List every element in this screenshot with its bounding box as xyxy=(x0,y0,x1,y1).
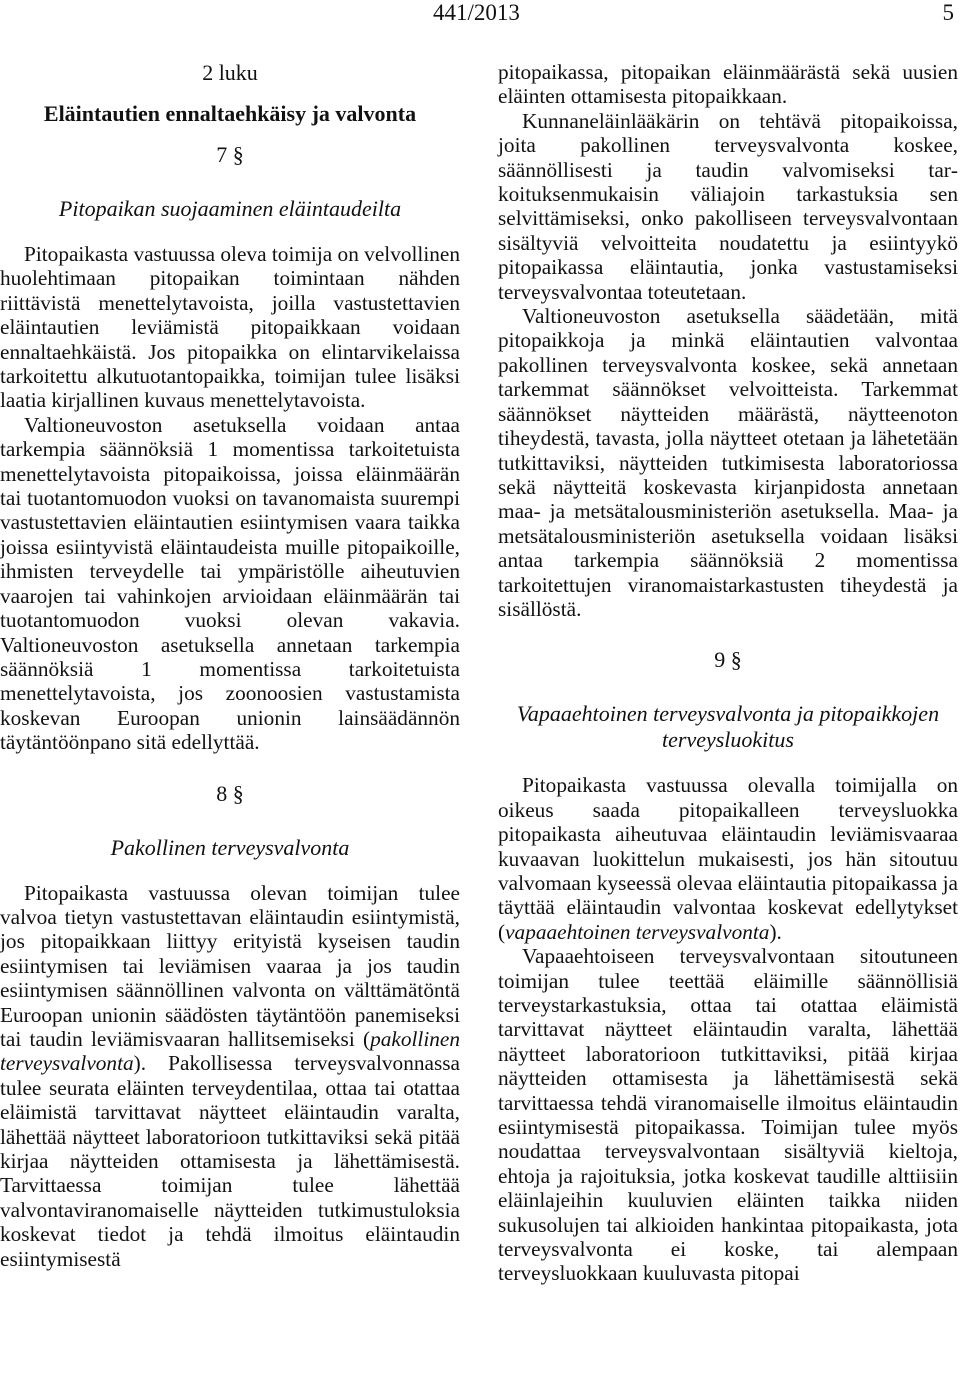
section-8-title: Pakollinen terveysvalvonta xyxy=(110,834,350,860)
section-7-number: 7 § xyxy=(216,142,244,167)
section-9-paragraph-1 xyxy=(498,773,958,944)
section-8-paragraph-2: Kunnaneläinlääkärin on tehtävä pitopaikoissa, joita pakollinen terveysvalvonta koskee, säännöllisesti ja taudin valvomiseksi tarkoituksenmukaisin väliajoin tarkastuksia sen selvittämiseksi, onko pakolliseen terveysvalvontaan sisältyviä velvoitteita noudatettu ja esiintyykö pitopaikassa eläintautia, jonka vastustamiseksi terveysvalvontaa toteutetaan. xyxy=(498,108,958,304)
section-9-paragraph-1-text-b: ). xyxy=(769,919,782,944)
section-9-defined-term: vapaaehtoinen terveysvalvonta xyxy=(505,919,770,944)
page-number: 5 xyxy=(942,0,954,25)
running-header xyxy=(0,0,960,30)
section-8-defined-term: pakollinen terveysvalvonta xyxy=(0,1026,460,1076)
section-9-paragraph-1-text-a: Pitopaikasta vastuussa olevalla toimijalla on oikeus saada pitopaikalleen terveysluokka pitopaikasta aiheutuvaa eläintaudin leviämisvaaraa kuvaavan luokittelun mukaisesti, jos hän sitoutuu valvomaan kyseessä olevaa eläintautia pitopaikassa ja täyttää eläintaudin valvontaa koskevat edellytykset ( xyxy=(498,773,958,944)
chapter-number: 2 luku xyxy=(202,60,258,85)
section-8-paragraph-1-text-b: ). Pakollisessa terveysvalvonnassa tulee seurata eläinten terveydentilaa, ottaa tai otattaa eläimistä tarvittavat näytteet eläintaudin varalta, lähettää näytteet laboratorioon tutkittaviksi sekä pitää kirjaa näytteiden ottamisesta ja lähettämisestä. Tarvittaessa toimijan tulee lähettää valvontaviranomaiselle näytteiden tutkimustuloksia koskevat tiedot ja tehdä ilmoitus eläintaudin esiintymisestä xyxy=(0,1051,460,1271)
section-8-paragraph-1-text-a: Pitopaikasta vastuussa olevan toimijan tulee valvoa tietyn vastustettavan eläintaudin esiintymistä, jos pitopaikkaan liittyy erityistä kyseisen taudin esiintymisen tai leviämisen vaaraa ja jos taudin esiintymisen säännöllinen valvonta on välttämätöntä Euroopan unionin säädösten täytäntöön panemiseksi tai taudin leviämisvaaran hallitsemiseksi ( xyxy=(0,880,460,1051)
section-7-paragraph-1: Pitopaikasta vastuussa oleva toimija on velvollinen huolehtimaan pitopaikan toimintaan nähden riittävistä menettelytavoista, joilla vastustettavien eläintautien leviämistä pitopaikkaan voidaan ennaltaehkäistä. Jos pitopaikka on elintarvikelaissa tarkoitettu alkutuotantopaikka, toimijan tulee lisäksi laatia kirjallinen kuvaus menettelytavoista. xyxy=(0,242,460,413)
section-8-continued-paragraph: pitopaikassa, pitopaikan eläinmäärästä sekä uusien eläinten ottamisesta pitopaikkaan. xyxy=(498,60,958,109)
section-8-paragraph-3: Valtioneuvoston asetuksella säädetään, mitä pitopaikkoja ja minkä eläintautien valvontaa pakollinen terveysvalvonta koskee, sekä annetaan tarkemmat säännökset velvoitteista. Tarkemmat säännökset näytteiden määrästä, näytteenoton tiheydestä, tavasta, jolla näytteet otetaan ja lähetetään tutkittaviksi, näytteiden tutkimisesta laboratoriossa sekä näytteitä koskevasta kirjanpidosta annetaan maa- ja metsätalousministeriön asetuksella. Maa- ja metsätalousministeriön asetuksella voidaan lisäksi antaa tarkempia säännöksiä 2 momentissa tarkoitettujen viranomaistarkastusten tiheydestä ja sisällöstä. xyxy=(498,304,958,621)
chapter-title: Eläintautien ennaltaehkäisy ja valvonta xyxy=(43,101,417,126)
section-9-title: Vapaaehtoinen terveysvalvonta ja pitopaikkojen terveysluokitus xyxy=(516,701,940,753)
document-number: 441/2013 xyxy=(433,0,520,25)
section-9-paragraph-2: Vapaaehtoiseen terveysvalvontaan sitoutuneen toimijan tulee teettää eläimille säännöllisiä terveystarkastuksia, ottaa tai otattaa eläimistä tarvittavat näytteet eläintaudin varalta, lähettää näytteet laboratorioon tutkittaviksi, pitää kirjaa näytteiden ottamisesta ja lähettämisestä sekä tarvittaessa tehdä viranomaiselle ilmoitus eläintaudin esiintymisestä pitopaikassa. Toimijan tulee myös noudattaa terveysvalvontaan sisältyviä kieltoja, ehtoja ja rajoituksia, jotka koskevat taudille alttiisiin eläinlajeihin kuuluvien eläinten taikka niiden sukusolujen tai alkioiden hankintaa pitopaikasta, jota terveysvalvonta ei koske, tai alempaan terveysluokkaan kuuluvasta pitopai xyxy=(498,944,958,1286)
section-8-paragraph-1 xyxy=(0,881,460,1272)
left-column xyxy=(0,60,460,1271)
section-7-title: Pitopaikan suojaaminen eläintaudeilta xyxy=(58,196,402,221)
right-column xyxy=(498,60,958,1286)
section-9-number: 9 § xyxy=(714,647,742,673)
section-8-number: 8 § xyxy=(216,780,244,806)
section-7-paragraph-2: Valtioneuvoston asetuksella voidaan antaa tarkempia säännöksiä 1 momentissa tarkoitetuista menettelytavoista pitopaikoissa, joissa eläinmäärän tai tuotantomuodon vuoksi on tavanomaista suurempi vastustettavien eläintautien esiintymisen vaara taikka joissa esiintyvistä eläintaudeista muille pitopaikoille, ihmisten terveydelle tai ympäristölle aiheutuvien vaarojen tai vahinkojen arvioidaan eläinmäärän tai tuotantomuodon vuoksi olevan vakavia. Valtioneuvoston asetuksella annetaan tarkempia säännöksiä 1 momentissa tarkoitetuista menettelytavoista, jos zoonoosien vastustamista koskevan Euroopan unionin lainsäädännön täytäntöönpano sitä edellyttää. xyxy=(0,412,460,755)
